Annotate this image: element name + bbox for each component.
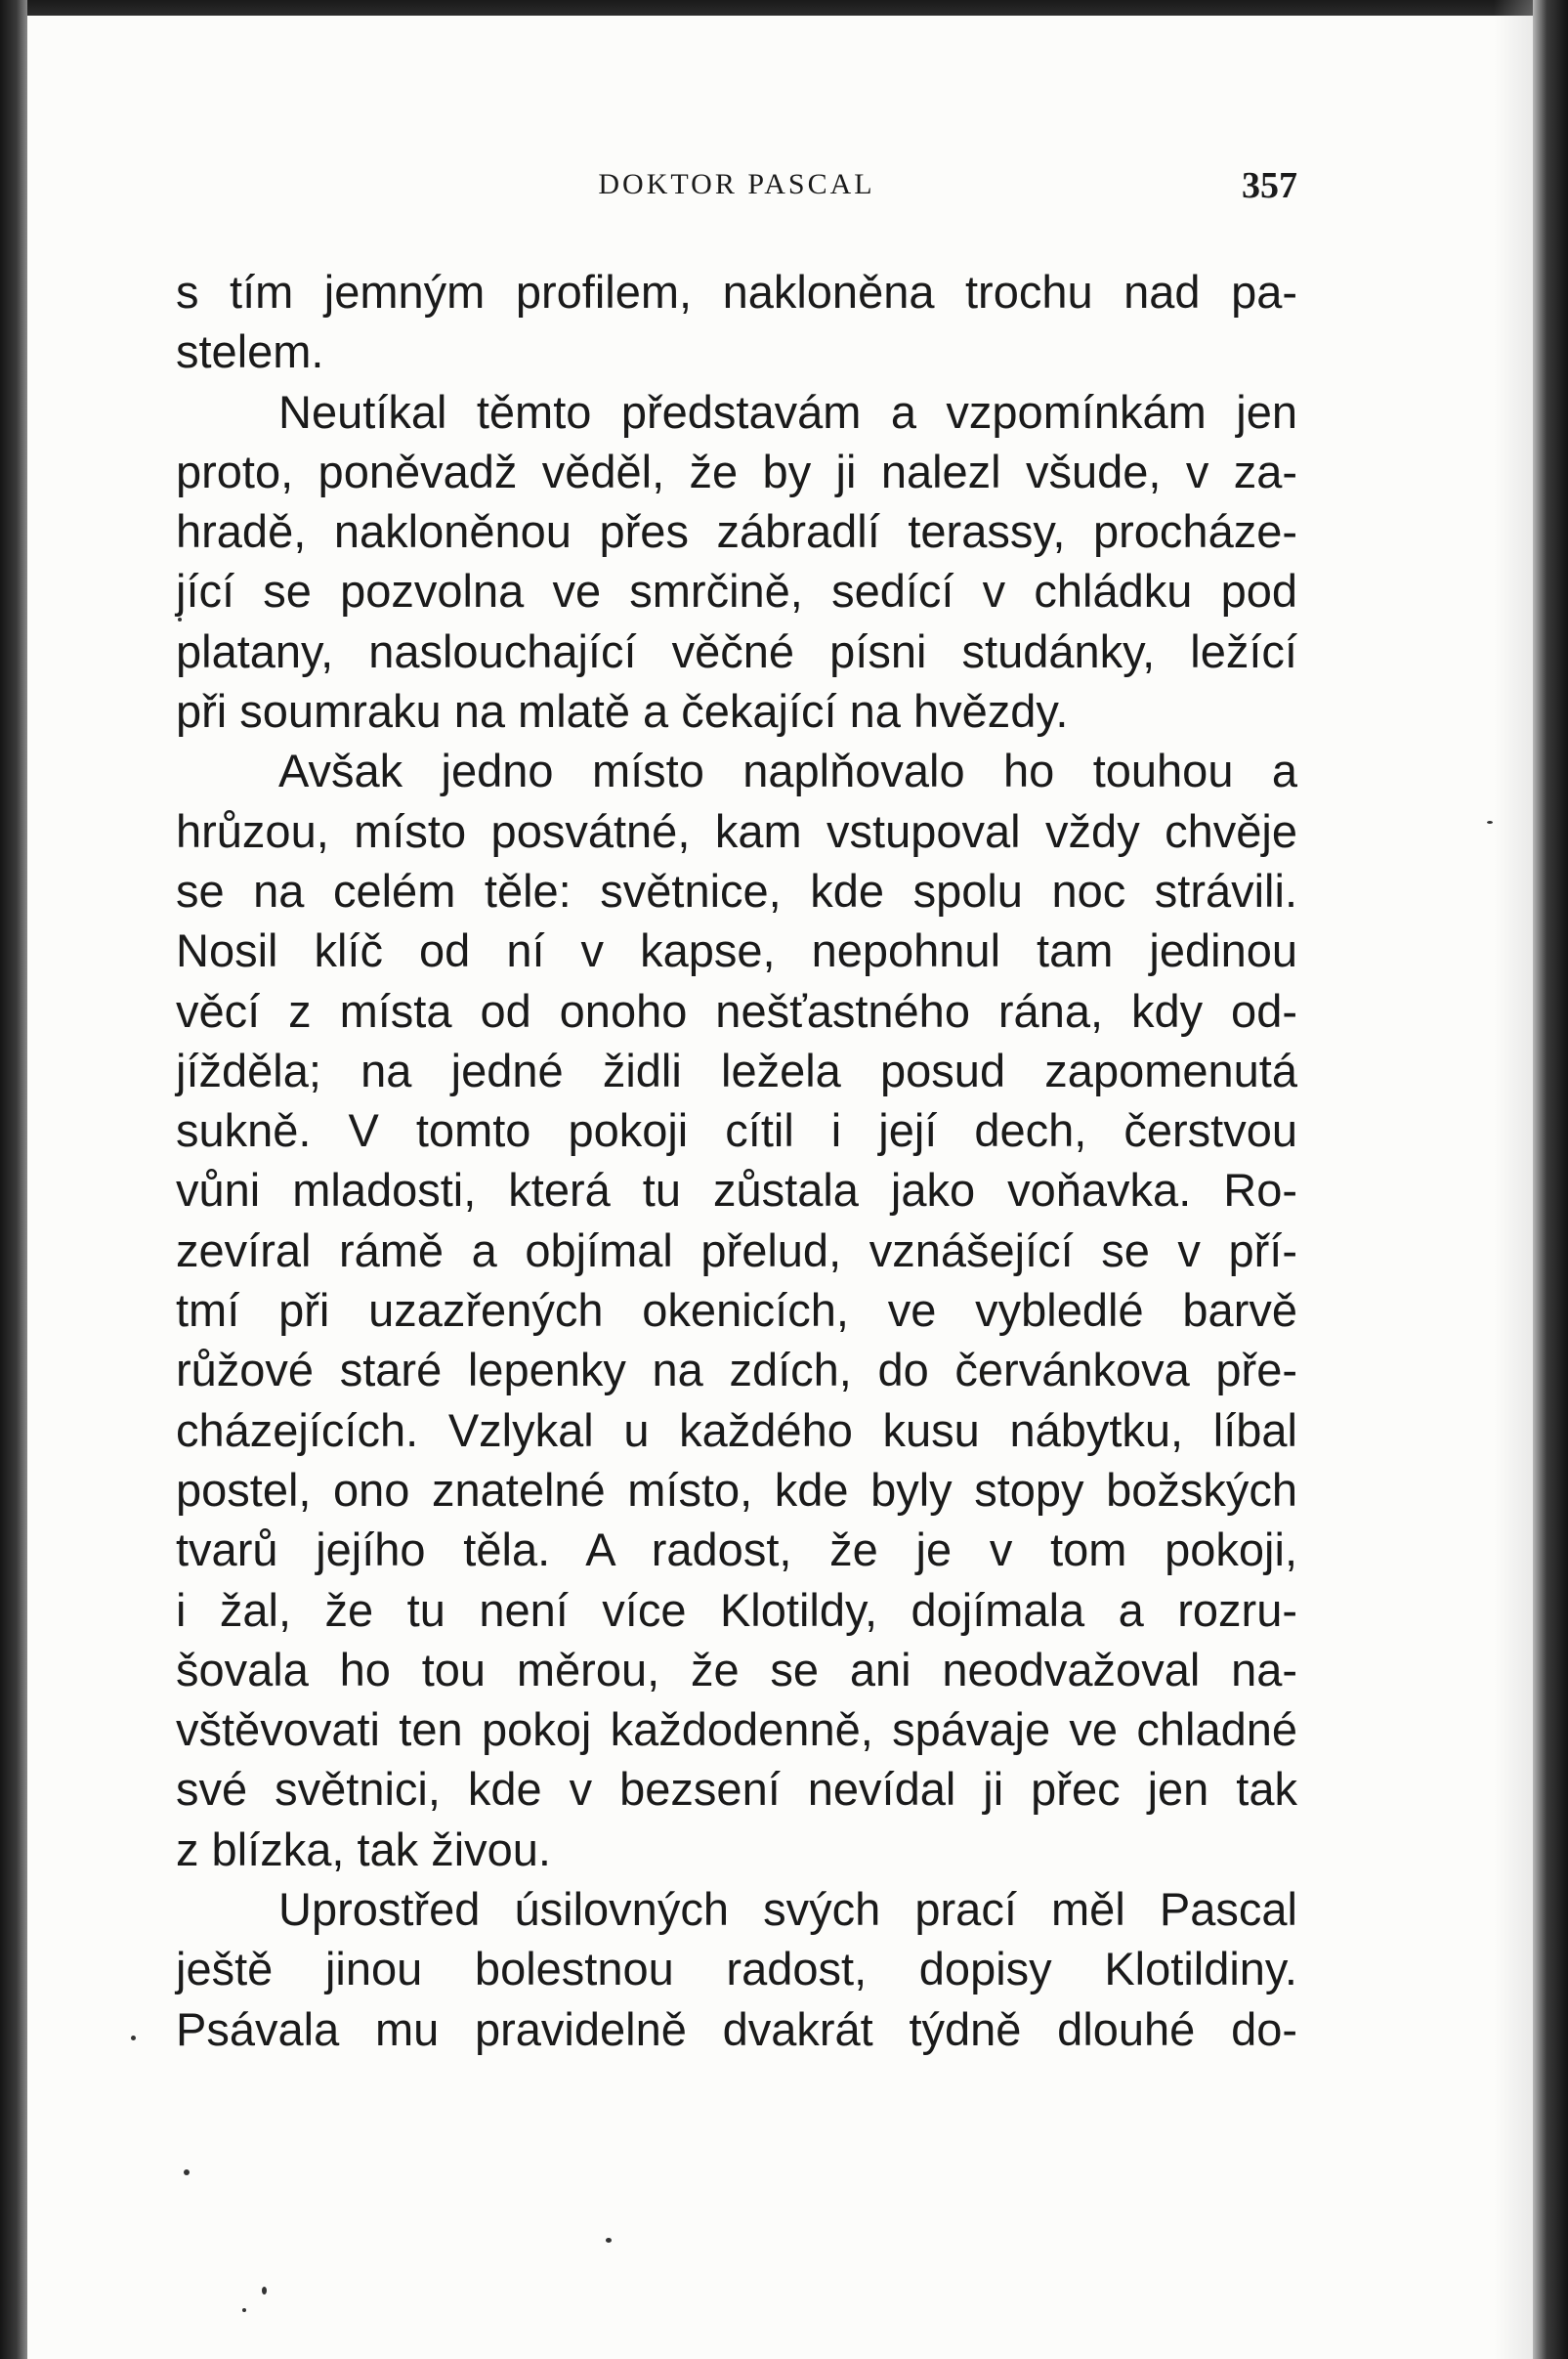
scan-edge-right-shade: [1494, 0, 1533, 2359]
scan-edge-right: [1533, 0, 1568, 2359]
text-line: Uprostřed úsilovných svých prací měl Pascal: [278, 1883, 1297, 1936]
body-text: [176, 262, 1297, 2059]
text-line: své světnici, kde v bezsení nevídal ji přec jen tak: [176, 1763, 1297, 1816]
text-line: stelem.: [176, 325, 324, 378]
text-line: postel, ono znatelné místo, kde byly stopy božských: [176, 1463, 1297, 1516]
text-line: věcí z místa od onoho nešťastného rána, kdy od-: [176, 984, 1297, 1037]
text-line: jící se pozvolna ve smrčině, sedící v chládku pod: [176, 565, 1297, 618]
text-line: zevíral rámě a objímal přelud, vznášející se v pří-: [176, 1223, 1297, 1276]
text-line: hradě, nakloněnou přes zábradlí terassy, procháze-: [176, 505, 1297, 558]
text-line: sukně. V tomto pokoji cítil i její dech, čerstvou: [176, 1104, 1297, 1157]
text-line: při soumraku na mlatě a čekající na hvězdy.: [176, 685, 1069, 738]
text-line: proto, poněvadž věděl, že by ji nalezl všude, v za-: [176, 445, 1297, 497]
text-line: Psávala mu pravidelně dvakrát týdně dlouhé do-: [176, 2002, 1297, 2055]
page-number: 357: [1242, 165, 1297, 206]
text-line: s tím jemným profilem, nakloněna trochu nad pa-: [176, 266, 1297, 318]
text-line: vštěvovati ten pokoj každodenně, spávaje ve chladné: [176, 1703, 1297, 1756]
running-title: DOKTOR PASCAL: [598, 168, 875, 200]
text-line: tvarů jejího těla. A radost, že je v tom pokoji,: [176, 1523, 1297, 1576]
text-line: ještě jinou bolestnou radost, dopisy Klotildiny.: [176, 1943, 1297, 1995]
text-line: z blízka, tak živou.: [176, 1823, 551, 1875]
text-line: vůni mladosti, která tu zůstala jako voňavka. Ro-: [176, 1164, 1297, 1217]
text-line: Avšak jedno místo naplňovalo ho touhou a: [278, 745, 1297, 797]
text-line: hrůzou, místo posvátné, kam vstupoval vždy chvěje: [176, 804, 1297, 857]
running-head: [176, 164, 1297, 207]
scan-edge-top: [0, 0, 1568, 16]
text-line: cházejících. Vzlykal u každého kusu nábytku, líbal: [176, 1403, 1297, 1456]
text-line: růžové staré lepenky na zdích, do červánkova pře-: [176, 1344, 1297, 1396]
text-line: platany, naslouchající věčné písni studánky, ležící: [176, 624, 1297, 677]
text-line: i žal, že tu není více Klotildy, dojímala a rozru-: [176, 1583, 1297, 1636]
text-line: Nosil klíč od ní v kapse, nepohnul tam jedinou: [176, 924, 1297, 977]
text-line: šovala ho tou měrou, že se ani neodvažoval na-: [176, 1643, 1297, 1695]
text-line: se na celém těle: světnice, kde spolu noc strávili.: [176, 864, 1297, 917]
text-line: Neutíkal těmto představám a vzpomínkám jen: [278, 385, 1297, 438]
text-line: jížděla; na jedné židli ležela posud zapomenutá: [176, 1044, 1297, 1096]
text-line: tmí při uzazřených okenicích, ve vybledlé barvě: [176, 1284, 1297, 1337]
scan-edge-left: [0, 0, 27, 2359]
